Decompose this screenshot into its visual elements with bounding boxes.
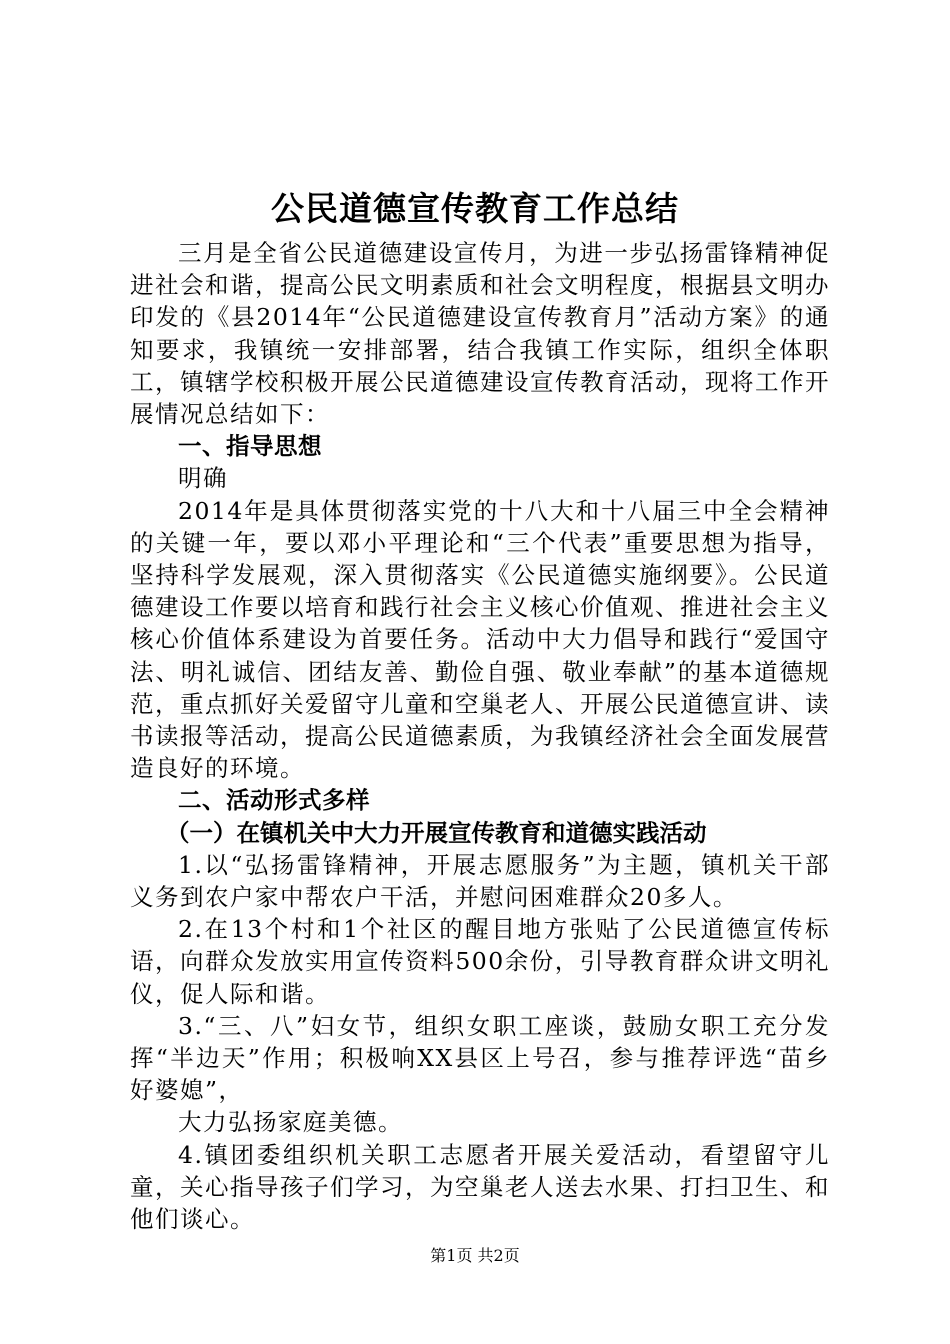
page-footer: 第1页 共2页 <box>430 1246 520 1265</box>
intro-paragraph: 三月是全省公民道德建设宣传月，为进一步弘扬雷锋精神促进社会和谐，提高公民文明素质和社会文明程度，根据县文明办印发的《县2014年“公民道德建设宣传教育月”活动方案》的通知要求，我镇统一安排部署，结合我镇工作实际，组织全体职工，镇辖学校积极开展公民道德建设宣传教育活动，现将工作开展情况总结如下： <box>130 239 830 429</box>
document-body <box>130 237 830 1235</box>
document-title: 公民道德宣传教育工作总结 <box>271 189 679 228</box>
paragraph-family-virtue: 大力弘扬家庭美德。 <box>178 1108 403 1137</box>
paragraph-guiding-ideology: 2014年是具体贯彻落实党的十八大和十八届三中全会精神的关键一年，要以邓小平理论和“三个代表”重要思想为指导，坚持科学发展观，深入贯彻落实《公民道德实施纲要》。公民道德建设工作要以培育和践行社会主义核心价值观、推进社会主义核心价值体系建设为首要任务。活动中大力倡导和践行“爱国守法、明礼诚信、团结友善、勤俭自强、敬业奉献”的基本道德规范，重点抓好关爱留守儿童和空巢老人、开展公民道德宣讲、读书读报等活动，提高公民道德素质，为我镇经济社会全面发展营造良好的环境。 <box>130 496 830 783</box>
subsection-heading-town-agencies: （一）在镇机关中大力开展宣传教育和道德实践活动 <box>166 818 707 847</box>
list-item-1: 1.以“弘扬雷锋精神，开展志愿服务”为主题，镇机关干部义务到农户家中帮农户干活，并慰问困难群众20多人。 <box>130 850 830 912</box>
list-item-3: 3.“三、八”妇女节，组织女职工座谈，鼓励女职工充分发挥“半边天”作用；积极响XX县区上号召，参与推荐评选“苗乡好婆媳”， <box>130 1011 830 1105</box>
paragraph-clarify: 明确 <box>178 464 228 493</box>
list-item-2: 2.在13个村和1个社区的醒目地方张贴了公民道德宣传标语，向群众发放实用宣传资料500余份，引导教育群众讲文明礼仪，促人际和谐。 <box>130 915 830 1008</box>
list-item-4: 4.镇团委组织机关职工志愿者开展关爱活动，看望留守儿童，关心指导孩子们学习，为空巢老人送去水果、打扫卫生、和他们谈心。 <box>130 1140 830 1234</box>
section-heading-activity-forms: 二、活动形式多样 <box>178 786 370 815</box>
section-heading-guiding-ideology: 一、指导思想 <box>178 432 322 461</box>
